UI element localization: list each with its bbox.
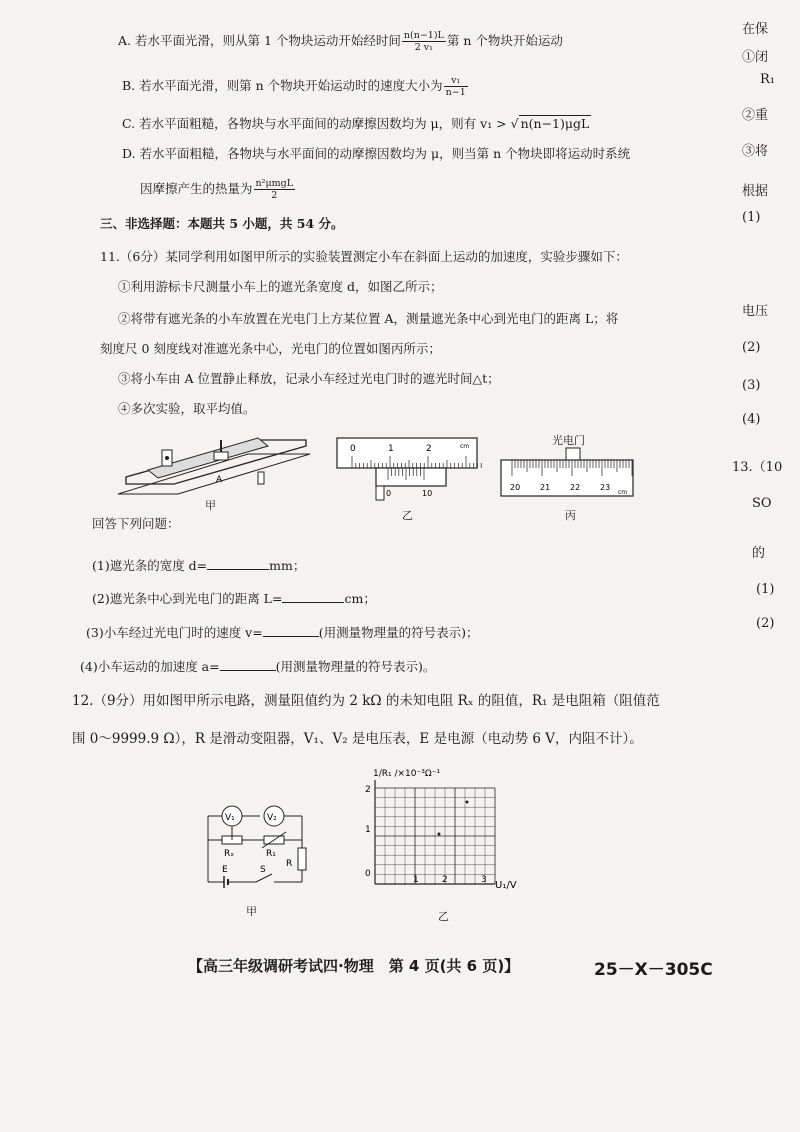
circuit-figure bbox=[198, 796, 324, 896]
option-d-fraction bbox=[254, 178, 296, 201]
support-block bbox=[258, 472, 264, 484]
graph-figure bbox=[355, 764, 530, 904]
option-b-fraction bbox=[444, 75, 468, 98]
option-d-frac-den: 2 bbox=[271, 190, 278, 201]
option-c-text: C. 若水平面粗糙，各物块与水平面间的动摩擦因数均为 μ，则有 v₁ > bbox=[122, 116, 511, 131]
rheostat-r-label: R bbox=[286, 859, 293, 869]
right-fragment: R₁ bbox=[760, 72, 775, 87]
option-c: C. 若水平面粗糙，各物块与水平面间的动摩擦因数均为 μ，则有 v₁ > √ n(n−1)μgL bbox=[122, 116, 590, 131]
right-fragment: 电压 bbox=[742, 304, 769, 319]
option-b-text: B. 若水平面光滑，则第 n 个物块开始运动时的速度大小为 bbox=[122, 78, 443, 93]
fig-yi-caption: 乙 bbox=[402, 509, 413, 522]
q11-step3: ③将小车由 A 位置静止释放，记录小车经过光电门时的遮光时间△t； bbox=[118, 371, 500, 386]
q11-step1: ①利用游标卡尺测量小车上的遮光条宽度 d，如图乙所示； bbox=[118, 279, 443, 294]
q11-step4: ④多次实验，取平均值。 bbox=[118, 401, 256, 416]
q12-line1: 12.（9分）用如图甲所示电路，测量阻值约为 2 kΩ 的未知电阻 Rₓ 的阻值，R₁ 是电阻箱（阻值范 bbox=[72, 693, 660, 709]
main-tick-label-0: 0 bbox=[350, 444, 356, 454]
graph-x-tick-1: 1 bbox=[413, 875, 419, 885]
graph-x-axis-label: U₁/V bbox=[495, 880, 517, 891]
q11-sub2-blank bbox=[282, 588, 344, 603]
q11-sub3-blank bbox=[263, 622, 319, 637]
photogate bbox=[214, 452, 228, 460]
q11-step2a: ②将带有遮光条的小车放置在光电门上方某位置 A，测量遮光条中心到光电门的距离 L；将 bbox=[118, 311, 619, 326]
right-fragment: 在保 bbox=[742, 22, 769, 37]
right-fragment: ②重 bbox=[742, 108, 769, 123]
option-d-text: 因摩擦产生的热量为 bbox=[140, 181, 253, 196]
main-tick-label-2: 2 bbox=[426, 444, 432, 454]
right-fragment: 根据 bbox=[742, 184, 769, 199]
right-fragment: ①闭 bbox=[742, 50, 769, 65]
page-footer: 【高三年级调研考试四·物理 第 4 页(共 6 页)】 bbox=[188, 957, 520, 975]
vernier-tick-label-0: 0 bbox=[386, 489, 392, 498]
q11-sub3 bbox=[86, 622, 478, 642]
right-fragment: (4) bbox=[742, 412, 761, 427]
q11-sub1-unit: mm； bbox=[269, 558, 306, 573]
graph-data-point bbox=[438, 833, 441, 836]
q11-intro: 11.（6分）某同学利用如图甲所示的实验装置测定小车在斜面上运动的加速度，实验步骤如下： bbox=[100, 249, 628, 264]
resistor-r1-label: R₁ bbox=[266, 849, 276, 859]
q11-sub2 bbox=[92, 588, 376, 608]
ruler-tick-label-23: 23 bbox=[600, 483, 611, 492]
option-b-frac-num: v₁ bbox=[444, 75, 468, 87]
graph-y-tick-2: 2 bbox=[365, 785, 371, 795]
graph-x-tick-2: 2 bbox=[442, 875, 448, 885]
right-fragment: (2) bbox=[756, 616, 775, 631]
vernier-caliper-figure bbox=[336, 436, 482, 502]
q11-sub4-text: (4)小车运动的加速度 a= bbox=[80, 659, 220, 674]
option-a-text: A. 若水平面光滑，则从第 1 个物块运动开始经时间 bbox=[118, 33, 401, 48]
ruler-tick-label-20: 20 bbox=[510, 483, 521, 492]
rheostat-r bbox=[298, 848, 306, 870]
graph-caption: 乙 bbox=[438, 910, 449, 923]
option-b bbox=[122, 75, 469, 98]
option-a-frac-den: 2 v₁ bbox=[414, 42, 433, 53]
ruler-figure bbox=[500, 446, 636, 502]
graph-grid bbox=[375, 788, 495, 884]
incline-apparatus-figure bbox=[118, 432, 318, 512]
ruler-unit: cm bbox=[618, 489, 628, 496]
position-label-a: A bbox=[216, 475, 223, 485]
option-a-fraction bbox=[402, 30, 446, 53]
circuit-caption: 甲 bbox=[246, 905, 257, 918]
option-d-line2 bbox=[140, 178, 296, 201]
q11-sub2-text: (2)遮光条中心到光电门的距离 L= bbox=[92, 591, 283, 606]
switch-s-label: S bbox=[260, 865, 266, 875]
resistor-rx-label: Rₓ bbox=[224, 849, 235, 859]
photogate-marker bbox=[566, 448, 580, 460]
q11-sub4-blank bbox=[220, 656, 276, 671]
q11-sub2-unit: cm； bbox=[344, 591, 376, 606]
right-column-fragment bbox=[732, 0, 800, 700]
right-fragment: (3) bbox=[742, 378, 761, 393]
q11-sub1-blank bbox=[207, 555, 269, 570]
option-c-sqrt: n(n−1)μgL bbox=[520, 116, 590, 131]
q11-sub4-note: (用测量物理量的符号表示)。 bbox=[275, 659, 436, 674]
right-fragment: (1) bbox=[742, 210, 761, 225]
right-fragment: 的 bbox=[752, 546, 766, 561]
main-scale-bar bbox=[337, 438, 477, 468]
q11-step2b: 刻度尺 0 刻度线对准遮光条中心，光电门的位置如图丙所示； bbox=[100, 341, 441, 356]
option-d-line1: D. 若水平面粗糙，各物块与水平面间的动摩擦因数均为 μ，则当第 n 个物块即将运动时系统 bbox=[122, 146, 631, 161]
q11-sub3-text: (3)小车经过光电门时的速度 v= bbox=[86, 625, 263, 640]
graph-y-tick-0: 0 bbox=[365, 869, 371, 879]
right-fragment: (1) bbox=[756, 582, 775, 597]
graph-x-tick-3: 3 bbox=[481, 875, 487, 885]
fig-jia-caption: 甲 bbox=[205, 499, 216, 512]
vernier-scale-bar bbox=[376, 468, 446, 486]
fig-bing-caption: 丙 bbox=[565, 509, 576, 522]
vernier-tick-label-10: 10 bbox=[422, 489, 433, 498]
option-a-tail: 第 n 个物块开始运动 bbox=[446, 33, 563, 48]
caliper-jaw bbox=[376, 486, 384, 500]
voltmeter-v1-label: V₁ bbox=[225, 813, 235, 823]
battery-e-label: E bbox=[222, 865, 228, 875]
main-tick-label-1: 1 bbox=[388, 444, 394, 454]
exam-code: 25－X－305C bbox=[594, 960, 713, 980]
photogate-label: 光电门 bbox=[552, 434, 585, 447]
option-a bbox=[118, 30, 563, 53]
right-fragment: (2) bbox=[742, 340, 761, 355]
cart-wheel bbox=[165, 456, 169, 460]
voltmeter-v2-label: V₂ bbox=[267, 813, 277, 823]
q11-sub1-text: (1)遮光条的宽度 d= bbox=[92, 558, 208, 573]
main-scale-unit: cm bbox=[460, 443, 470, 450]
right-fragment: 13.（10 bbox=[732, 460, 783, 475]
option-a-frac-num: n(n−1)L bbox=[403, 30, 444, 41]
section-title: 三、非选择题：本题共 5 小题，共 54 分。 bbox=[100, 216, 344, 231]
q12-line2: 围 0～9999.9 Ω），R 是滑动变阻器，V₁、V₂ 是电压表，E 是电源（电动势 6 V，内阻不计）。 bbox=[72, 731, 643, 747]
graph-y-tick-1: 1 bbox=[365, 825, 371, 835]
q11-answer-prompt: 回答下列问题： bbox=[92, 516, 180, 531]
right-fragment: SO bbox=[752, 496, 772, 511]
option-b-frac-den: n−1 bbox=[445, 87, 466, 98]
q11-sub1 bbox=[92, 555, 305, 575]
switch-s bbox=[256, 874, 272, 882]
ruler-tick-label-22: 22 bbox=[570, 483, 581, 492]
graph-y-axis-label: 1/R₁ /×10⁻³Ω⁻¹ bbox=[373, 769, 441, 779]
ruler-tick-label-21: 21 bbox=[540, 483, 551, 492]
q11-sub3-note: (用测量物理量的符号表示)； bbox=[318, 625, 479, 640]
q11-sub4 bbox=[80, 656, 435, 676]
graph-data-point bbox=[466, 801, 469, 804]
option-d-frac-num: n²μmgL bbox=[255, 178, 294, 189]
right-fragment: ③将 bbox=[742, 144, 769, 159]
